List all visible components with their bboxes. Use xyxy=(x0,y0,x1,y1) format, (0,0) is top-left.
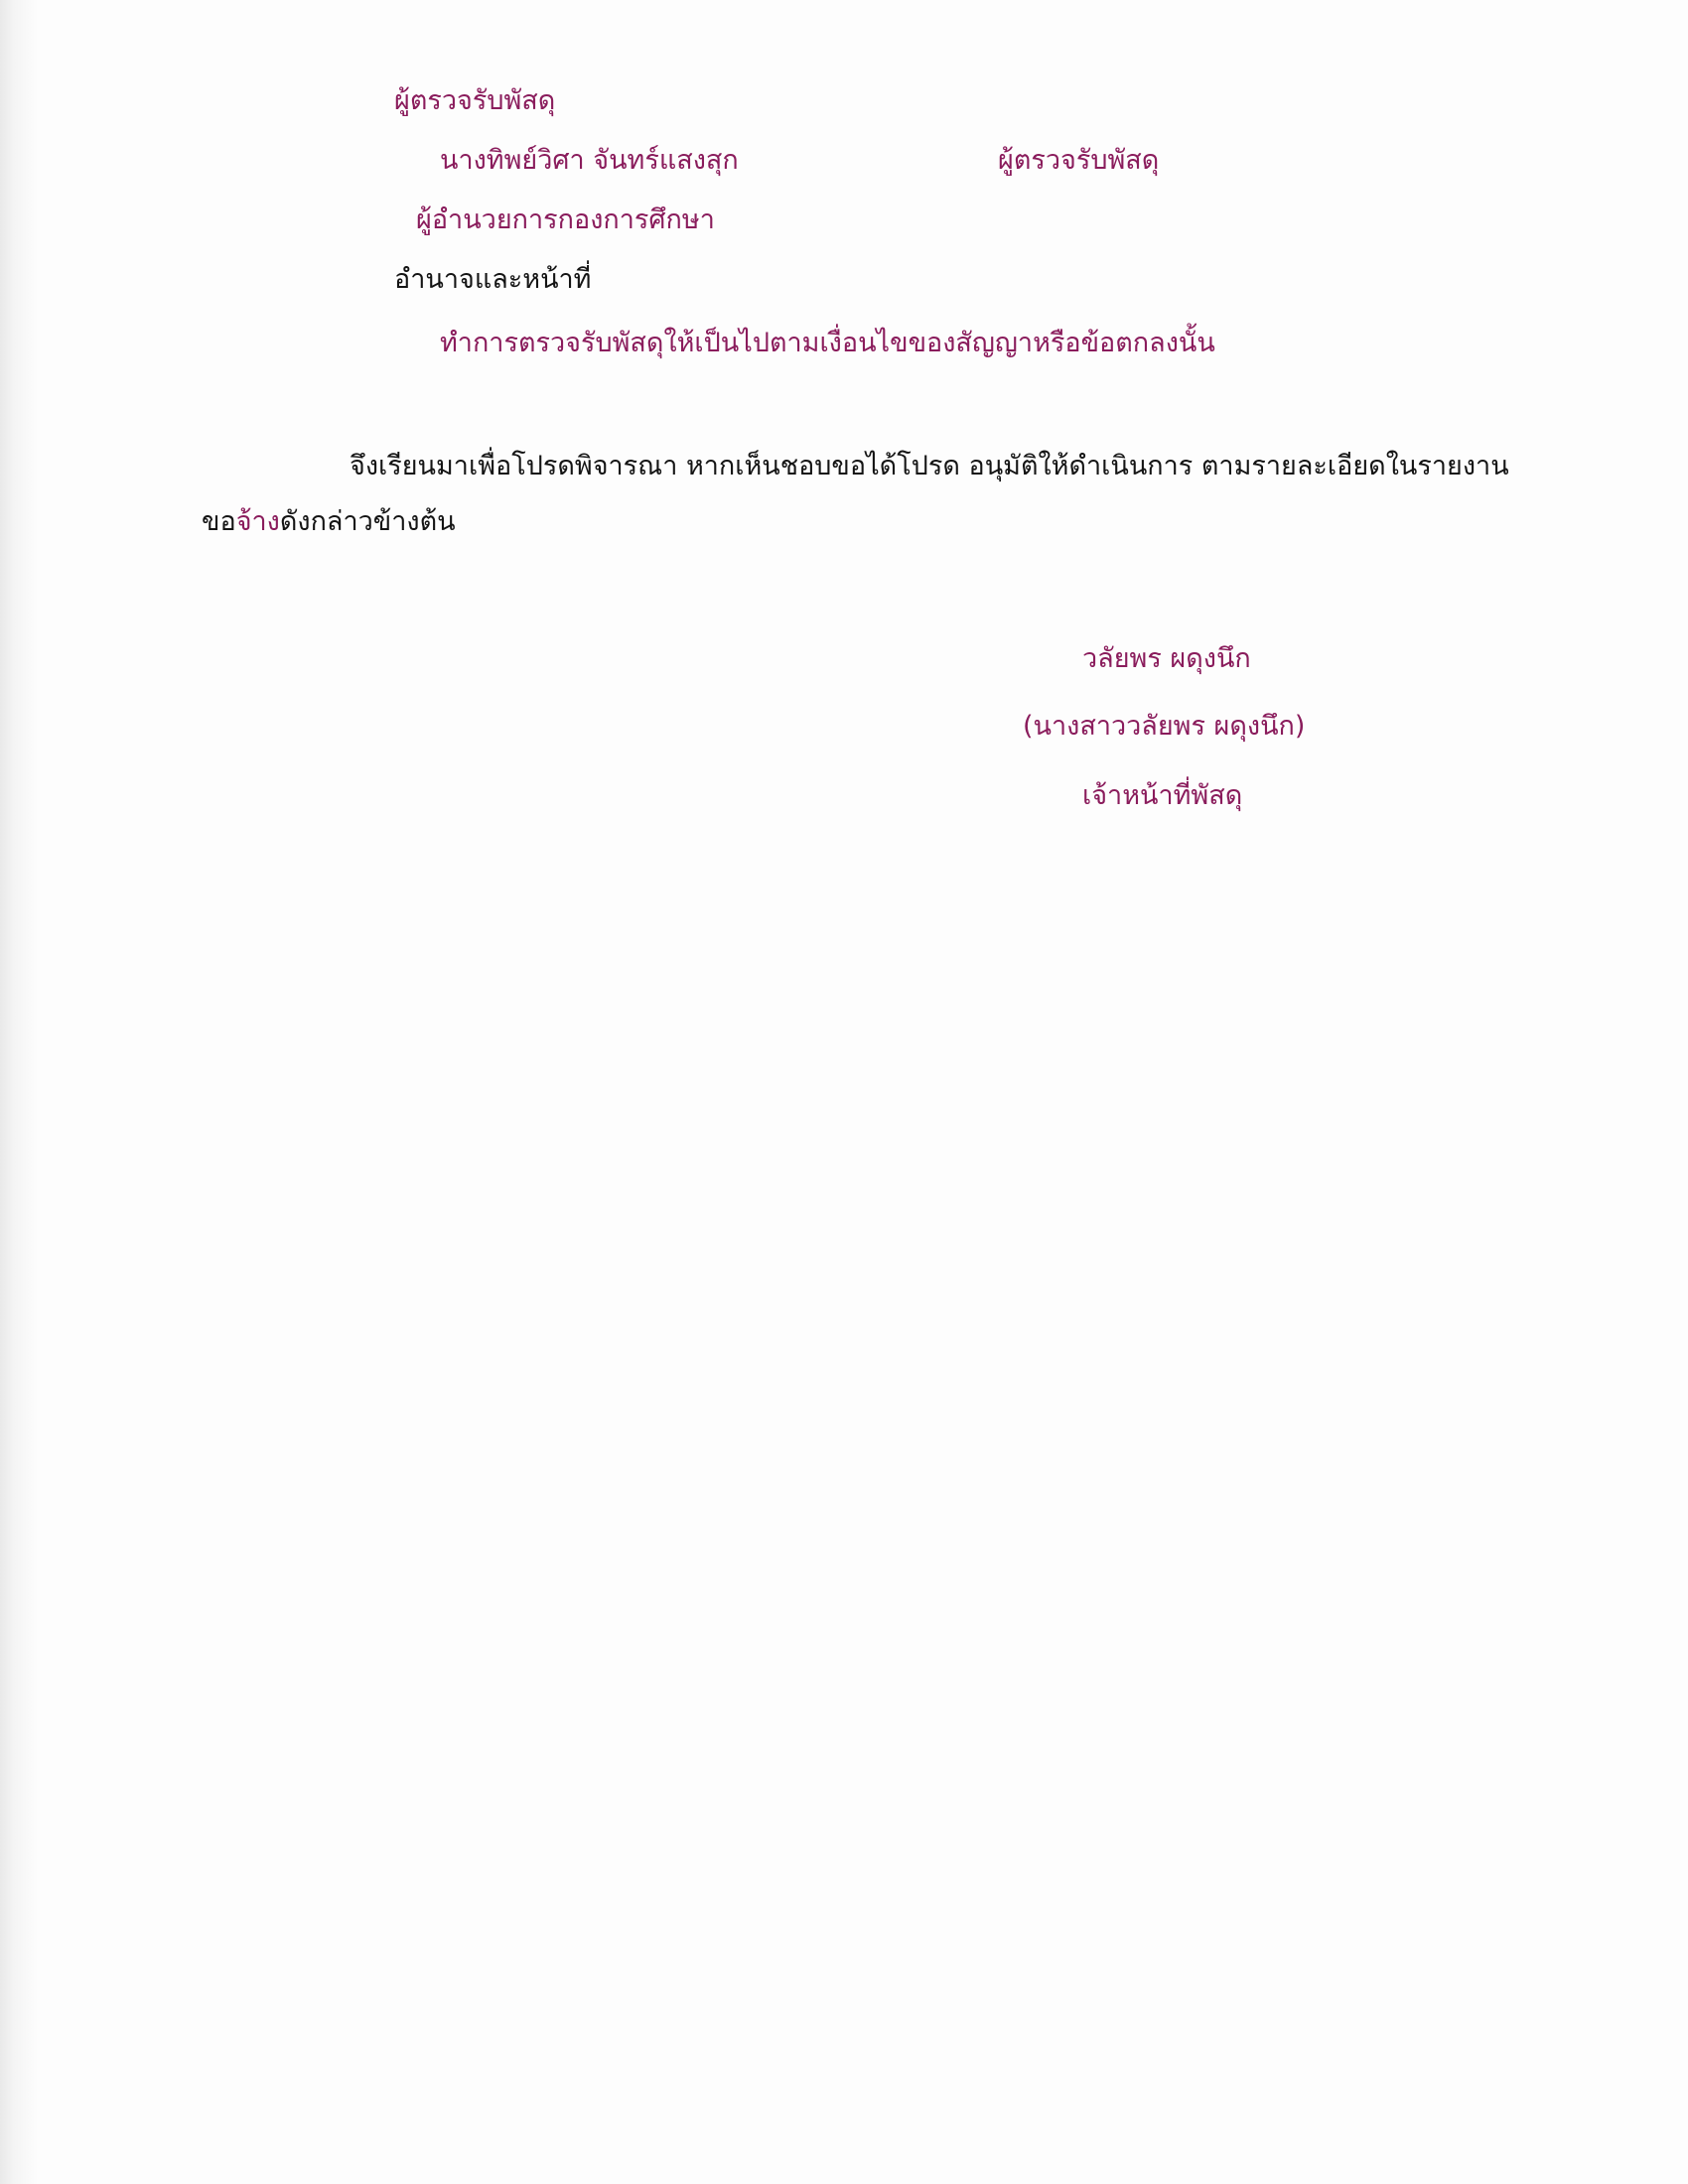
committee-member-role: ผู้ตรวจรับพัสดุ xyxy=(998,145,1160,176)
closing-line-2-suffix: ดังกล่าวข้างต้น xyxy=(279,506,456,537)
signature-position: เจ้าหน้าที่พัสดุ xyxy=(1082,780,1243,811)
committee-role-title: ผู้ตรวจรับพัสดุ xyxy=(394,85,556,116)
closing-line-2-highlight: จ้าง xyxy=(235,506,280,537)
scan-edge xyxy=(0,0,38,2184)
closing-line-1: จึงเรียนมาเพื่อโปรดพิจารณา หากเห็นชอบขอได้โปรด อนุมัติให้ดำเนินการ ตามรายละเอียดในรายงาน xyxy=(350,451,1509,481)
signature-full-name: (นางสาววลัยพร ผดุงนึก) xyxy=(1023,711,1306,742)
committee-member-name: นางทิพย์วิศา จันทร์แสงสุก xyxy=(440,145,739,176)
duties-text: ทำการตรวจรับพัสดุให้เป็นไปตามเงื่อนไขของสัญญาหรือข้อตกลงนั้น xyxy=(440,328,1215,358)
committee-member-position: ผู้อำนวยการกองการศึกษา xyxy=(416,205,715,235)
closing-line-2 xyxy=(202,502,456,542)
closing-line-2-prefix: ขอ xyxy=(202,506,236,537)
duties-heading: อำนาจและหน้าที่ xyxy=(394,264,592,295)
signature-name: วลัยพร ผดุงนึก xyxy=(1082,643,1251,674)
